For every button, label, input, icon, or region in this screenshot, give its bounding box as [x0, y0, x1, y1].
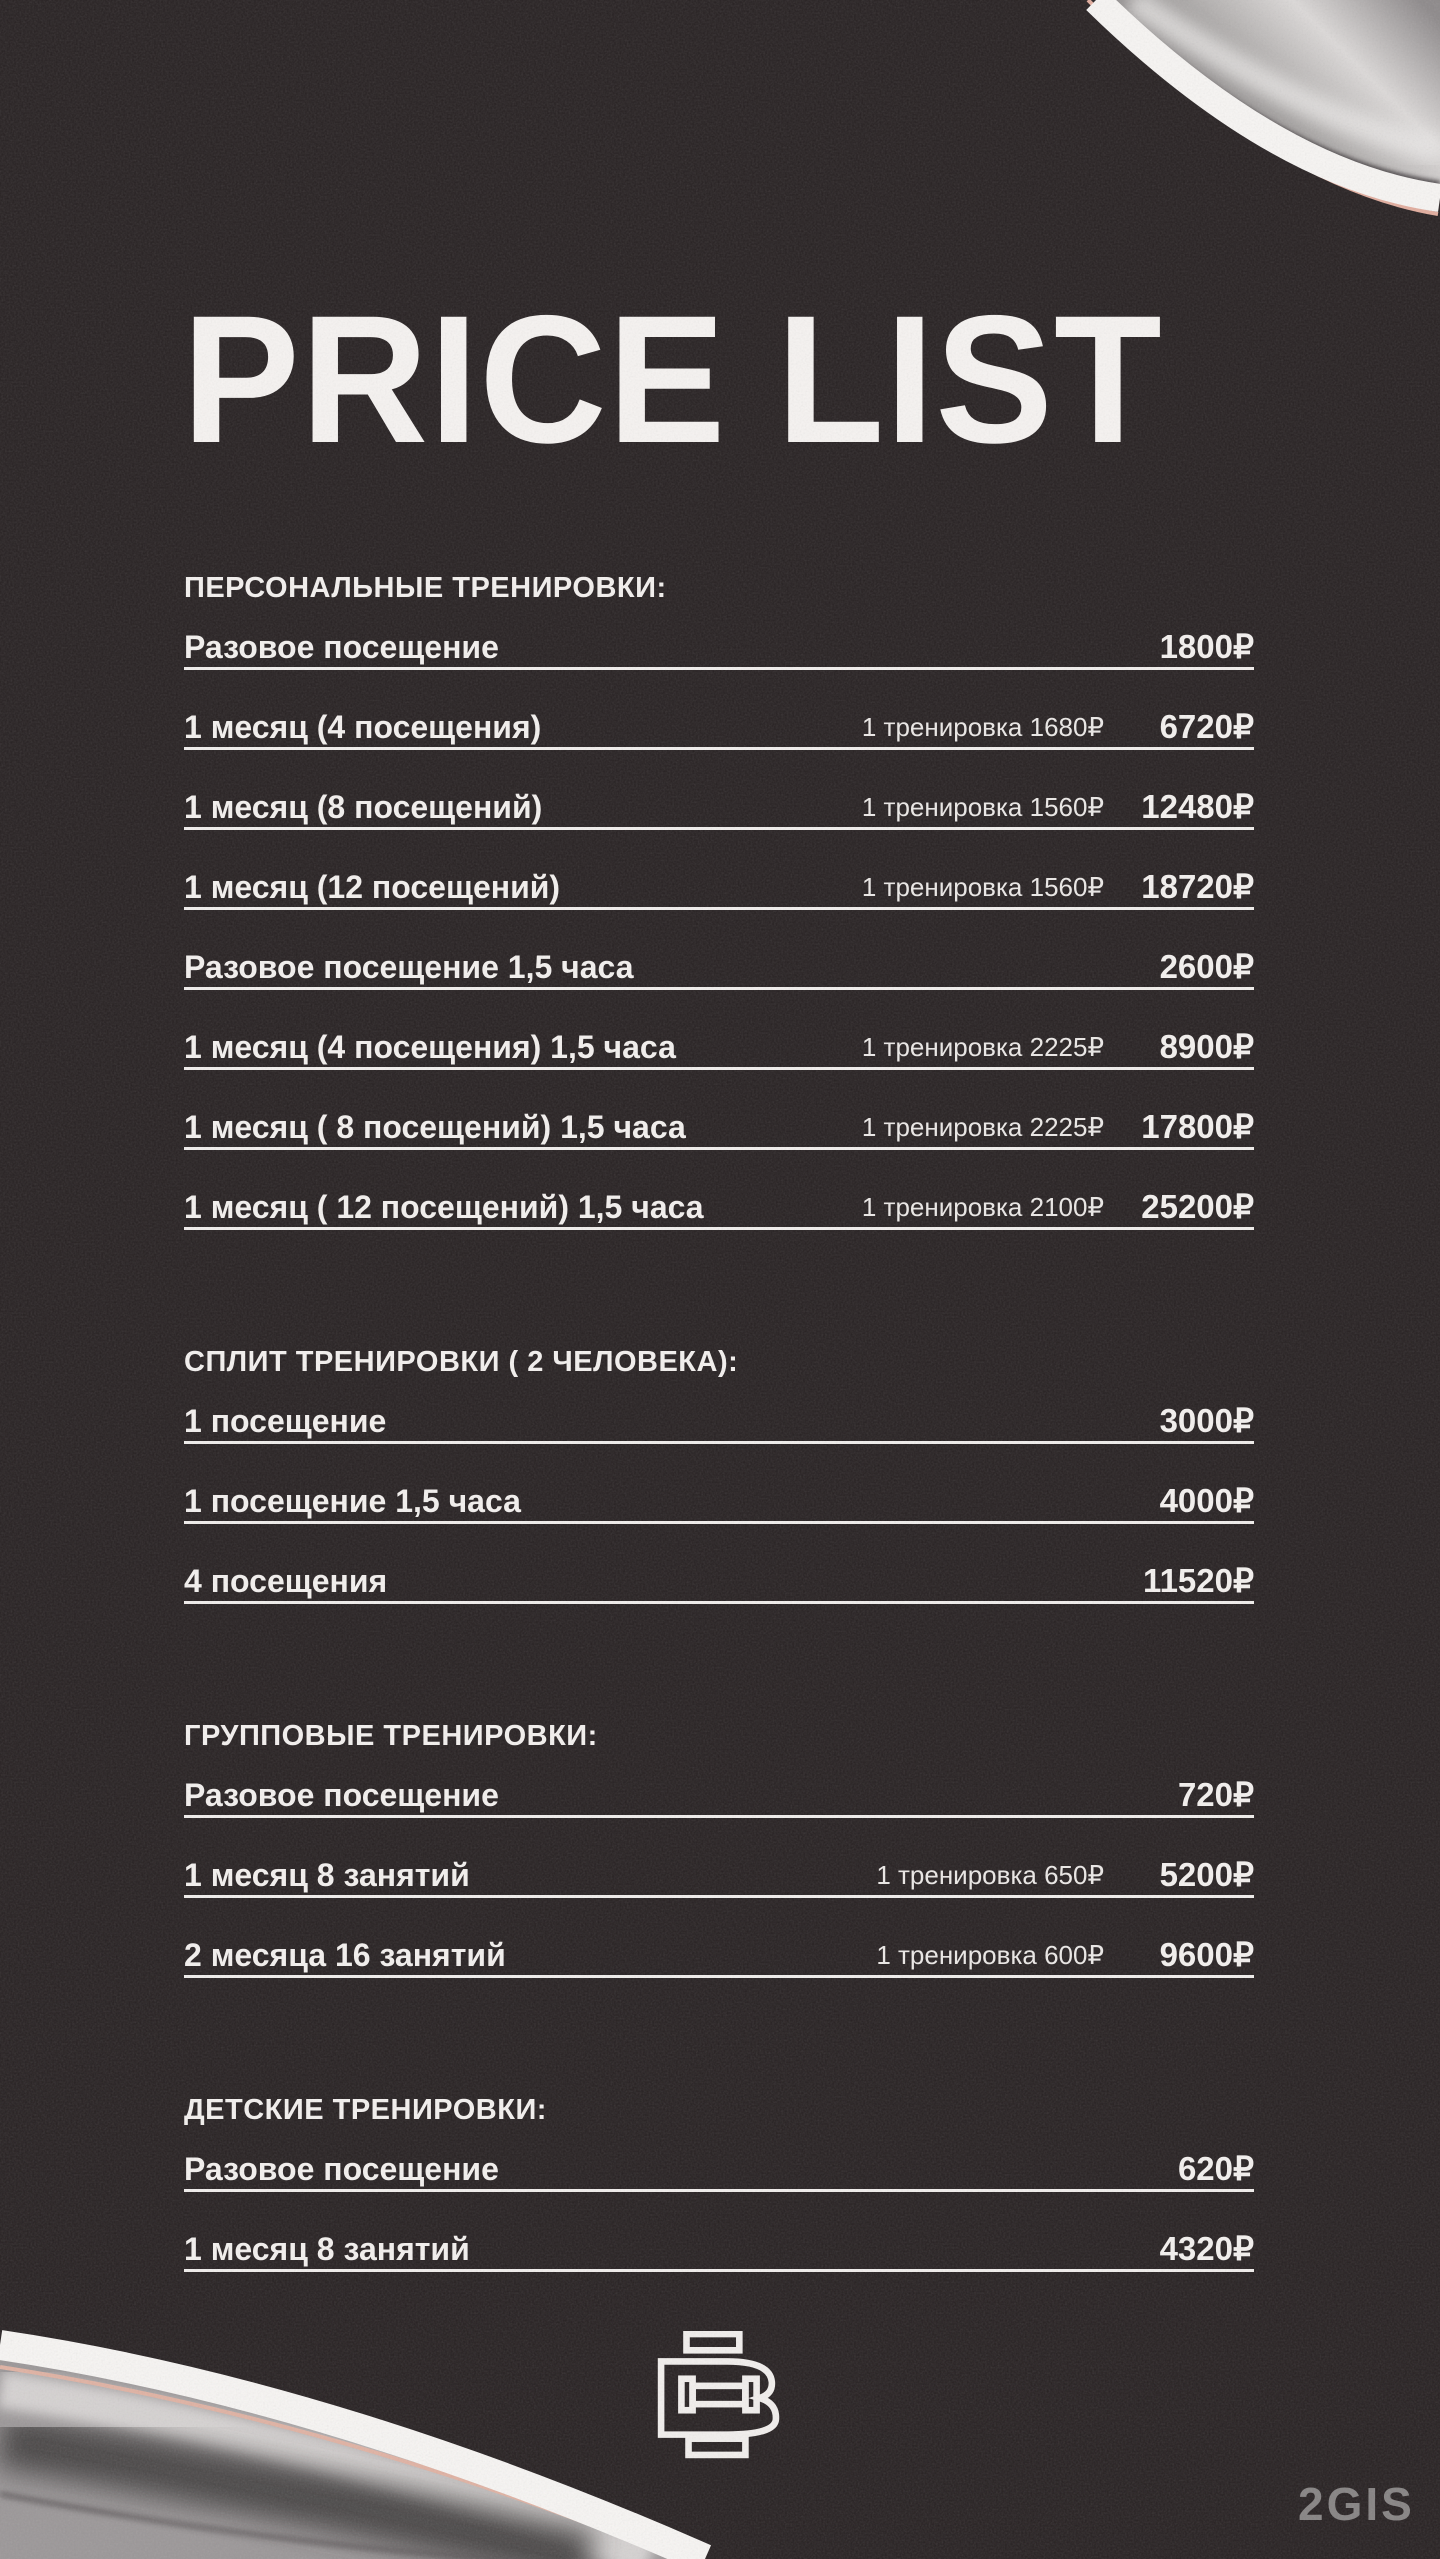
- price-row: [184, 830, 1254, 910]
- price-row-label: 4 посещения: [184, 1563, 388, 1599]
- barbell-b-monogram-icon: [656, 2331, 782, 2459]
- price-row-label: Разовое посещение: [184, 1777, 499, 1813]
- price-row-price: 620₽: [1177, 2150, 1254, 2187]
- price-row-label: 2 месяца 16 занятий: [184, 1937, 506, 1973]
- price-row-price: 17800₽: [1141, 1108, 1254, 1145]
- section-heading: ПЕРСОНАЛЬНЫЕ ТРЕНИРОВКИ:: [184, 572, 667, 604]
- price-row-note: 1 тренировка 2225₽: [861, 1032, 1104, 1062]
- price-row-label: 1 месяц (4 посещения): [184, 709, 542, 745]
- price-row-note: 1 тренировка 600₽: [876, 1940, 1104, 1970]
- price-row-price: 11520₽: [1143, 1562, 1254, 1599]
- price-row-price: 1800₽: [1159, 628, 1254, 665]
- price-row-price: 25200₽: [1141, 1188, 1254, 1225]
- price-row-price: 18720₽: [1141, 868, 1254, 905]
- price-row-label: 1 месяц ( 12 посещений) 1,5 часа: [184, 1189, 704, 1225]
- price-row-note: 1 тренировка 650₽: [876, 1860, 1104, 1890]
- price-section: [184, 1342, 1254, 1604]
- price-row-price: 8900₽: [1159, 1028, 1254, 1065]
- page-title: PRICE LIST: [182, 277, 1163, 481]
- price-section: [184, 568, 1254, 1230]
- price-section: [184, 1716, 1254, 1978]
- price-menu: [184, 568, 1254, 2272]
- price-row-label: 1 месяц (12 посещений): [184, 869, 561, 905]
- price-row-label: Разовое посещение: [184, 2151, 499, 2187]
- price-row-label: 1 месяц (8 посещений): [184, 789, 543, 825]
- price-row: [184, 670, 1254, 750]
- price-row: [184, 1898, 1254, 1978]
- price-row-price: 12480₽: [1141, 788, 1254, 825]
- section-heading: ДЕТСКИЕ ТРЕНИРОВКИ:: [184, 2094, 547, 2126]
- price-row-price: 4000₽: [1159, 1482, 1254, 1519]
- gym-logo: [656, 2331, 782, 2459]
- price-row-note: 1 тренировка 1680₽: [861, 712, 1104, 742]
- price-row-note: 1 тренировка 1560₽: [861, 872, 1104, 902]
- price-row-price: 5200₽: [1159, 1856, 1254, 1893]
- price-row-label: 1 месяц 8 занятий: [184, 1857, 470, 1893]
- section-heading: СПЛИТ ТРЕНИРОВКИ ( 2 ЧЕЛОВЕКА):: [184, 1346, 739, 1378]
- price-row-label: 1 посещение 1,5 часа: [184, 1483, 521, 1519]
- price-row-price: 6720₽: [1159, 708, 1254, 745]
- price-row-price: 9600₽: [1159, 1936, 1254, 1973]
- price-row: [184, 1524, 1254, 1604]
- price-row: [184, 1382, 1254, 1444]
- price-row-label: 1 посещение: [184, 1403, 387, 1439]
- price-row: [184, 1444, 1254, 1524]
- 2gis-watermark: 2GIS: [1298, 2478, 1415, 2530]
- price-row: [184, 2192, 1254, 2272]
- price-row: [184, 910, 1254, 990]
- chrome-swoosh-bottom-left: [0, 2304, 740, 2559]
- price-row: [184, 1818, 1254, 1898]
- price-row-label: 1 месяц 8 занятий: [184, 2231, 470, 2267]
- price-row: [184, 1150, 1254, 1230]
- price-row-price: 4320₽: [1159, 2230, 1254, 2267]
- price-section: [184, 2090, 1254, 2272]
- price-row-price: 3000₽: [1159, 1402, 1254, 1439]
- price-row-price: 2600₽: [1159, 948, 1254, 985]
- price-row-label: 1 месяц (4 посещения) 1,5 часа: [184, 1029, 676, 1065]
- price-row-label: Разовое посещение: [184, 629, 499, 665]
- price-row-label: Разовое посещение 1,5 часа: [184, 949, 634, 985]
- price-row: [184, 990, 1254, 1070]
- price-row-label: 1 месяц ( 8 посещений) 1,5 часа: [184, 1109, 686, 1145]
- price-row: [184, 1070, 1254, 1150]
- section-heading: ГРУППОВЫЕ ТРЕНИРОВКИ:: [184, 1720, 598, 1752]
- price-row: [184, 1756, 1254, 1818]
- price-row: [184, 750, 1254, 830]
- price-row: [184, 608, 1254, 670]
- price-row-note: 1 тренировка 1560₽: [861, 792, 1104, 822]
- price-row: [184, 2130, 1254, 2192]
- chrome-swoosh-top-right: [1070, 0, 1440, 250]
- price-row-price: 720₽: [1177, 1776, 1254, 1813]
- price-row-note: 1 тренировка 2225₽: [861, 1112, 1104, 1142]
- price-row-note: 1 тренировка 2100₽: [861, 1192, 1104, 1222]
